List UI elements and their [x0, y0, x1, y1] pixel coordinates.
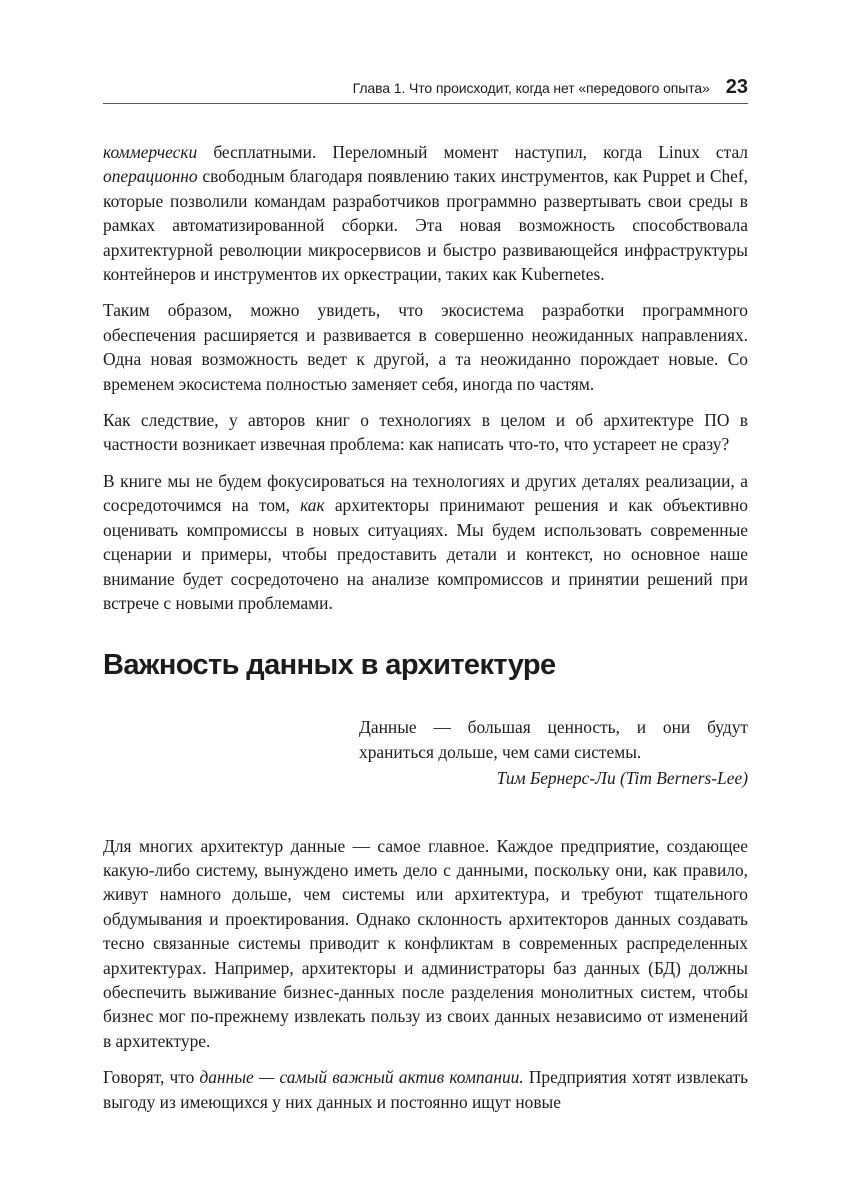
emphasis-text: данные — самый важный актив компании. [199, 1067, 524, 1088]
body-text: бесплатными. Переломный момент наступил, когда Linux стал [197, 142, 748, 162]
page-number: 23 [725, 76, 748, 98]
running-header [103, 76, 748, 98]
emphasis-text: коммерчески [103, 142, 198, 162]
paragraph-4 [103, 469, 748, 615]
paragraph-2: Таким образом, можно увидеть, что экосистема разработки программного обеспечения расширяется и развивается в совершенно неожиданных направлениях. Одна новая возможность ведет к другой, а та неожиданно порождает новые. Со временем экосистема полностью заменяет себя, иногда по частям. [103, 300, 748, 394]
body-text: Предприятия хотят извлекать выгоду из имеющихся у них данных и постоянно ищут новые [103, 1067, 748, 1112]
epigraph [359, 715, 748, 790]
body-text: В книге мы не будем фокусироваться на технологиях и других деталях реализации, а сосредоточимся на том, [103, 470, 748, 516]
emphasis-text: как [300, 495, 325, 516]
chapter-title: Глава 1. Что происходит, когда нет «передового опыта» [352, 80, 710, 96]
body-text: Говорят, что [103, 1067, 200, 1088]
epigraph-quote: Данные — большая ценность, и они будут храниться дольше, чем сами системы. [359, 717, 748, 762]
epigraph-author: Тим Бернерс-Ли (Tim Berners-Lee) [496, 768, 748, 789]
emphasis-text: операционно [103, 166, 198, 187]
paragraph-6 [103, 1065, 748, 1114]
body-text: свободным благодаря появлению таких инструментов, как Puppet и Chef, которые позволили командам разработчиков программно развертывать свои среды в рамках автоматизированной сборки. Эта новая возможность способствовала архитектурной революции микросервисов и быстро развивающейся инфраструктуры контейнеров и инструментов их оркестрации, таких как Kubernetes. [103, 166, 748, 285]
paragraph-5: Для многих архитектур данные — самое главное. Каждое предприятие, создающее какую-либо систему, вынуждено иметь дело с данными, поскольку они, как правило, живут намного дольше, чем системы или архитектура, и требуют тщательного обдумывания и проектирования. Однако склонность архитекторов данных создавать тесно связанные системы приводит к конфликтам в современных распределенных архитектурах. Например, архитекторы и администраторы баз данных (БД) должны обеспечить выживание бизнес-данных после разделения монолитных систем, чтобы бизнес мог по-прежнему извлекать пользу из своих данных независимо от изменений в архитектуре. [103, 835, 748, 1051]
section-heading: Важность данных в архитектуре [103, 649, 556, 682]
page-body [103, 140, 748, 1126]
spacer [103, 791, 748, 834]
body-text: архитекторы принимают решения и как объективно оценивать компромиссы в новых ситуациях. Мы будем использовать современные сценарии и примеры, чтобы предоставить детали и контекст, но основное наше внимание будет сосредоточено на анализе компромиссов и принятии решений при встрече с новыми проблемами. [103, 495, 748, 613]
paragraph-1 [103, 140, 748, 286]
header-rule [103, 103, 748, 104]
paragraph-3: Как следствие, у авторов книг о технологиях в целом и об архитектуре ПО в частности возникает извечная проблема: как написать что-то, что устареет не сразу? [103, 410, 748, 455]
